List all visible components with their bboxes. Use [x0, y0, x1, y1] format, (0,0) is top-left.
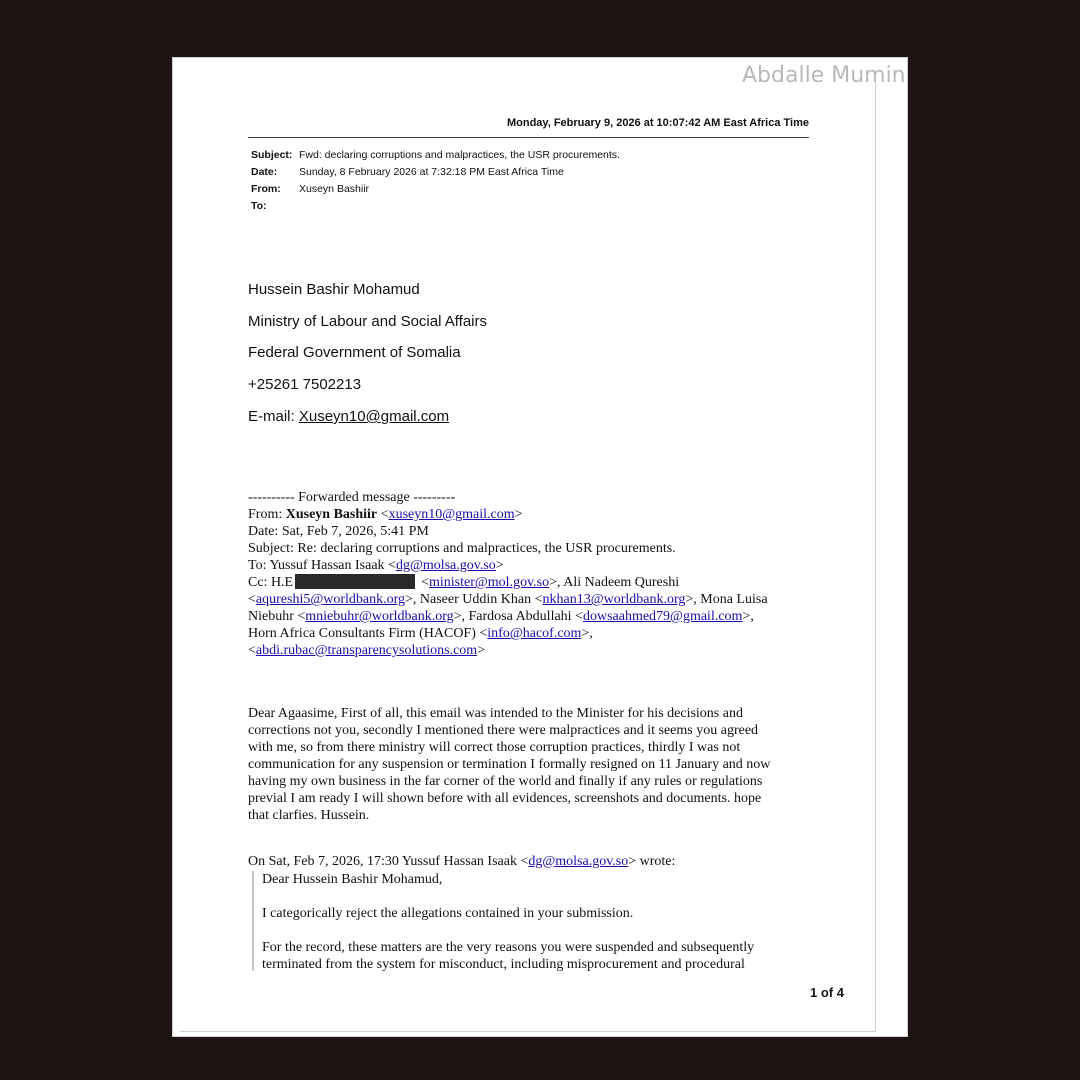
- cc-khan-email[interactable]: nkhan13@worldbank.org: [542, 592, 686, 607]
- redaction-bar: [295, 574, 415, 589]
- signature-government: Federal Government of Somalia: [248, 344, 461, 361]
- quote-attribution-email[interactable]: dg@molsa.gov.so: [528, 854, 629, 869]
- body-line: previal I am ready I will shown before with all evidences, screenshots and documents. hope: [248, 791, 762, 806]
- quote-attribution-suffix: > wrote:: [628, 854, 676, 869]
- forwarded-date: Date: Sat, Feb 7, 2026, 5:41 PM: [248, 524, 429, 539]
- message-body: [248, 705, 810, 824]
- print-timestamp: Monday, February 9, 2026 at 10:07:42 AM East Africa Time: [506, 117, 809, 129]
- forwarded-block: [248, 489, 810, 659]
- cc-niebuhr-name-1: >, Mona Luisa: [685, 592, 768, 607]
- cc-fardosa-name: >, Fardosa Abdullahi <: [453, 609, 583, 624]
- body-line: corrections not you, secondly I mentioned there were malpractices and it seems you agreed: [248, 723, 759, 738]
- cc-khan-name: >, Naseer Uddin Khan <: [405, 592, 543, 607]
- forwarded-cc-line-3: Niebuhr <mniebuhr@worldbank.org>, Fardosa Abdullahi <dowsaahmed79@gmail.com>,: [248, 609, 754, 624]
- header-divider: [248, 137, 809, 138]
- forwarded-divider: ---------- Forwarded message ---------: [248, 490, 456, 505]
- quote-attribution-text: On Sat, Feb 7, 2026, 17:30 Yussuf Hassan Isaak <: [248, 854, 529, 869]
- forwarded-cc-label: Cc: H.E: [248, 575, 294, 590]
- from-label: From:: [251, 183, 281, 195]
- quoted-paragraph-2-line-2: terminated from the system for misconduct, including misprocurement and procedural: [262, 957, 745, 971]
- date-value: Sunday, 8 February 2026 at 7:32:18 PM East Africa Time: [299, 166, 564, 178]
- forwarded-to: To: Yussuf Hassan Isaak <dg@molsa.gov.so>: [248, 558, 504, 573]
- signature-email-row: [248, 408, 449, 425]
- body-line: communication for any suspension or termination I formally resigned on 11 January and now: [248, 757, 771, 772]
- signature-email-label: E-mail:: [248, 408, 299, 425]
- forwarded-to-label: To: Yussuf Hassan Isaak <: [248, 558, 396, 573]
- cc-hacof-email[interactable]: info@hacof.com: [487, 626, 582, 641]
- cc-fardosa-email[interactable]: dowsaahmed79@gmail.com: [582, 609, 743, 624]
- date-row: [251, 166, 564, 178]
- to-row: [251, 200, 299, 212]
- signature-phone: +25261 7502213: [248, 376, 362, 393]
- forwarded-cc-line-1: Cc: H.E <minister@mol.gov.so>, Ali Nadeem Qureshi: [248, 575, 680, 590]
- watermark: Abdalle Mumin: [742, 63, 906, 88]
- forwarded-from: From: Xuseyn Bashiir <xuseyn10@gmail.com>: [248, 507, 523, 522]
- quote-attribution: [248, 854, 675, 870]
- cc-qureshi-name: >, Ali Nadeem Qureshi: [549, 575, 680, 590]
- subject-row: [251, 149, 620, 161]
- forwarded-from-email[interactable]: xuseyn10@gmail.com: [388, 507, 515, 522]
- forwarded-from-label: From:: [248, 507, 286, 522]
- body-line: with me, so from there ministry will correct those corruption practices, thirdly I was not: [248, 740, 741, 755]
- cc-niebuhr-email[interactable]: mniebuhr@worldbank.org: [305, 609, 454, 624]
- forwarded-cc-line-2: <aqureshi5@worldbank.org>, Naseer Uddin Khan <nkhan13@worldbank.org>, Mona Luisa: [248, 592, 768, 607]
- cc-minister-email[interactable]: minister@mol.gov.so: [429, 575, 550, 590]
- subject-value: Fwd: declaring corruptions and malpractices, the USR procurements.: [299, 149, 620, 161]
- body-line: having my own business in the far corner of the world and finally if any rules or regulations: [248, 774, 763, 789]
- cc-rubac-email[interactable]: abdi.rubac@transparencysolutions.com: [255, 643, 478, 658]
- forwarded-cc-line-5: <abdi.rubac@transparencysolutions.com>: [248, 643, 486, 658]
- forwarded-cc-line-4: Horn Africa Consultants Firm (HACOF) <info@hacof.com>,: [248, 626, 593, 641]
- forwarded-to-email[interactable]: dg@molsa.gov.so: [395, 558, 496, 573]
- subject-label: Subject:: [251, 149, 293, 161]
- body-line: that clarfies. Hussein.: [248, 808, 370, 823]
- page-number: 1 of 4: [810, 985, 844, 1000]
- cc-qureshi-email[interactable]: aqureshi5@worldbank.org: [255, 592, 406, 607]
- signature-email-link[interactable]: Xuseyn10@gmail.com: [298, 408, 450, 425]
- quoted-message: [252, 871, 808, 971]
- quoted-greeting: Dear Hussein Bashir Mohamud,: [262, 872, 443, 887]
- quoted-paragraph-1: I categorically reject the allegations contained in your submission.: [262, 906, 634, 921]
- forwarded-from-name: Xuseyn Bashiir: [285, 507, 378, 522]
- signature-ministry: Ministry of Labour and Social Affairs: [248, 313, 488, 330]
- date-label: Date:: [251, 166, 278, 178]
- forwarded-subject: Subject: Re: declaring corruptions and malpractices, the USR procurements.: [248, 541, 676, 556]
- body-line: Dear Agaasime, First of all, this email was intended to the Minister for his decisions and: [248, 706, 743, 721]
- from-value: Xuseyn Bashiir: [299, 183, 370, 195]
- to-label: To:: [251, 200, 267, 212]
- signature-name: Hussein Bashir Mohamud: [248, 281, 420, 298]
- quoted-paragraph-2-line-1: For the record, these matters are the very reasons you were suspended and subsequently: [262, 940, 755, 955]
- from-row: [251, 183, 369, 195]
- cc-hacof-name: Horn Africa Consultants Firm (HACOF) <: [248, 626, 488, 641]
- cc-niebuhr-name-2: Niebuhr <: [248, 609, 306, 624]
